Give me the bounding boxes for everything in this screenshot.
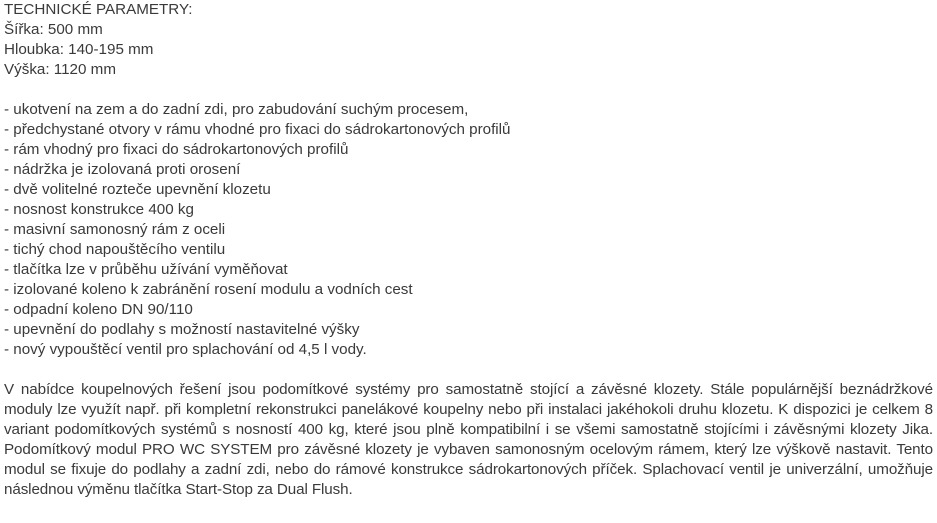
description-paragraph: V nabídce koupelnových řešení jsou podomítkové systémy pro samostatně stojící a závěsné klozety. Stále populárnější beznádržkové moduly lze využít např. při kompletní rekonstrukci panelákové koupelny nebo při instalaci jakéhokoli druhu klozetu. K dispozici je celkem 8 variant podomítkových systémů s nosností 400 kg, které jsou plně kompatibilní i se všemi samostatně stojícími i závěsnými klozety Jika. Podomítkový modul PRO WC SYSTEM pro závěsné klozety je vybaven samonosným ocelovým rámem, který lze výškově nastavit. Tento modul se fixuje do podlahy a zadní zdi, nebo do rámové konstrukce sádrokartonových příček. Splachovací ventil je univerzální, umožňuje následnou výměnu tlačítka Start-Stop za Dual Flush. <box>4 381 933 498</box>
parameters-heading: TECHNICKÉ PARAMETRY: <box>4 1 193 18</box>
feature-item: - tlačítka lze v průběhu užívání vyměňovat <box>4 261 288 278</box>
feature-item: - nový vypouštěcí ventil pro splachování od 4,5 l vody. <box>4 341 367 358</box>
param-depth: Hloubka: 140-195 mm <box>4 41 154 58</box>
param-height: Výška: 1120 mm <box>4 61 116 78</box>
technical-parameters <box>4 0 933 80</box>
feature-item: - dvě volitelné rozteče upevnění klozetu <box>4 181 271 198</box>
feature-item: - předchystané otvory v rámu vhodné pro fixaci do sádrokartonových profilů <box>4 121 511 138</box>
product-description <box>4 0 933 515</box>
feature-item: - upevnění do podlahy s možností nastavitelné výšky <box>4 321 360 338</box>
feature-list <box>4 100 933 360</box>
feature-item: - izolované koleno k zabránění rosení modulu a vodních cest <box>4 281 413 298</box>
feature-item: - ukotvení na zem a do zadní zdi, pro zabudování suchým procesem, <box>4 101 469 118</box>
feature-item: - masivní samonosný rám z oceli <box>4 221 226 238</box>
feature-item: - rám vhodný pro fixaci do sádrokartonových profilů <box>4 141 349 158</box>
feature-item: - odpadní koleno DN 90/110 <box>4 301 193 318</box>
feature-item: - tichý chod napouštěcího ventilu <box>4 241 226 258</box>
param-width: Šířka: 500 mm <box>4 21 103 38</box>
feature-item: - nádržka je izolovaná proti orosení <box>4 161 241 178</box>
feature-item: - nosnost konstrukce 400 kg <box>4 201 194 218</box>
